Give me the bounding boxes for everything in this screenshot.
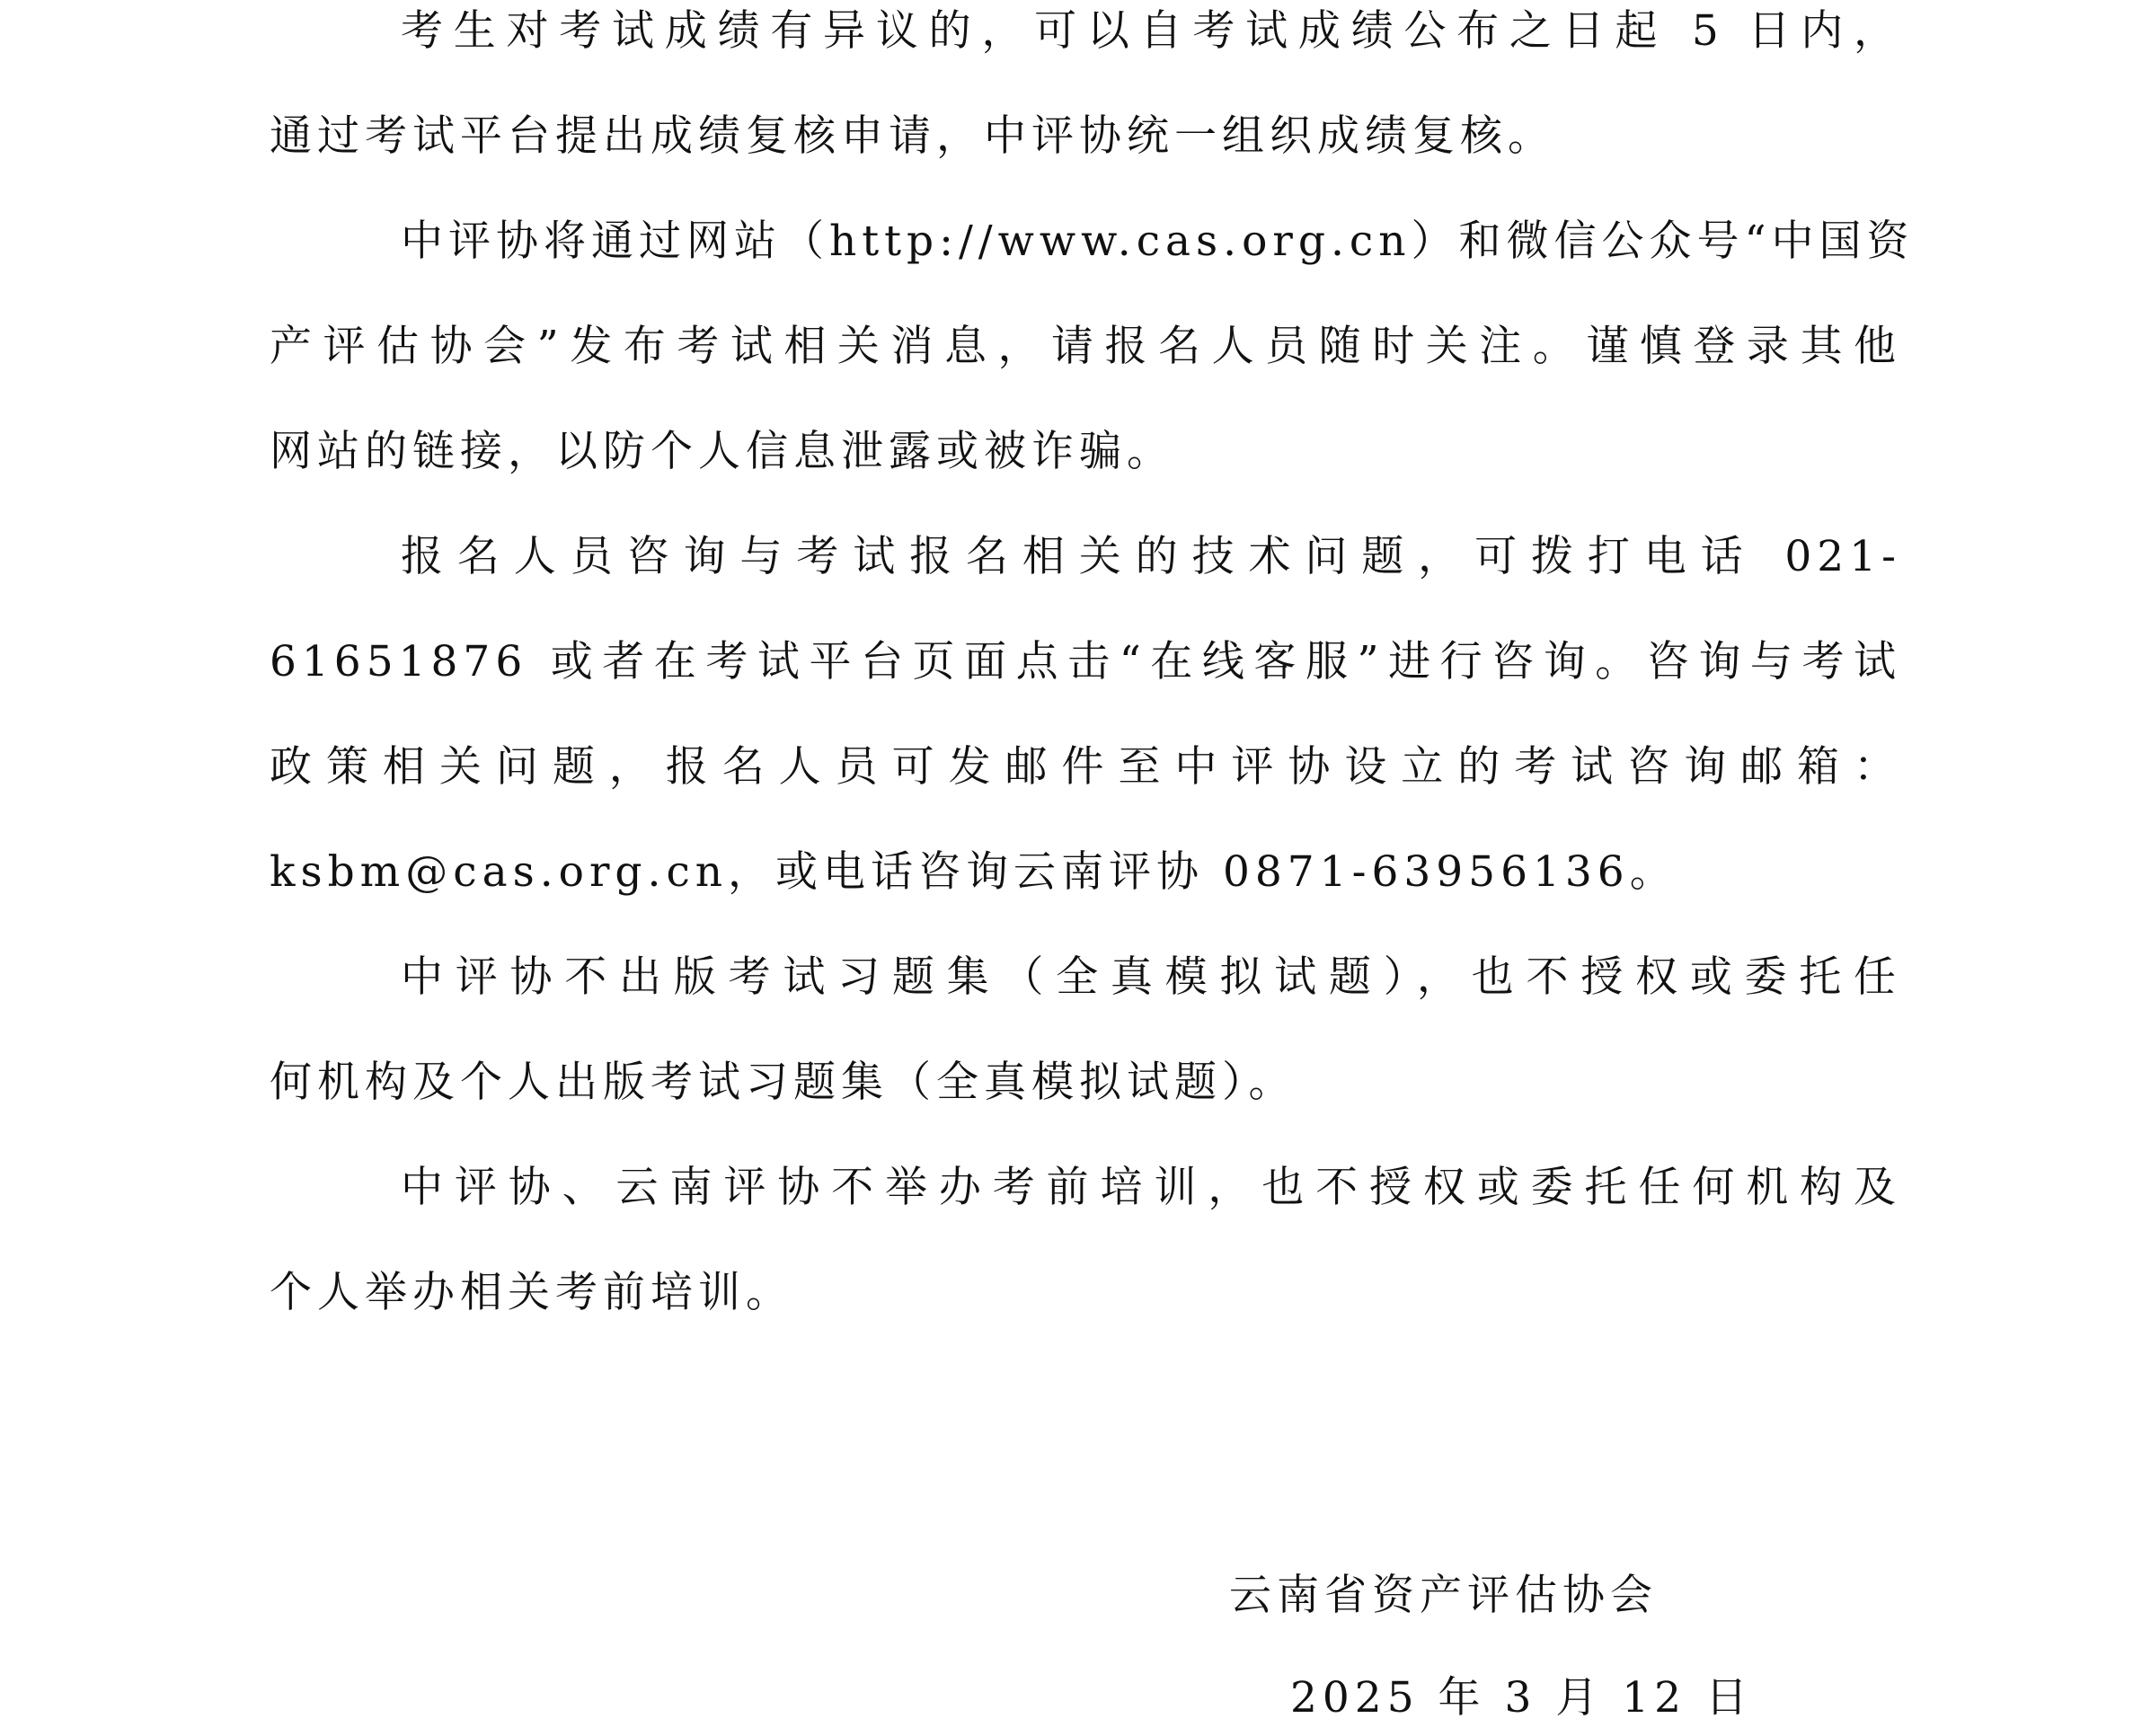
paragraph-1-line-2: 通过考试平台提出成绩复核申请，中评协统一组织成绩复核。 [270, 111, 1555, 161]
paragraph-2-line-2: 产评估协会”发布考试相关消息，请报名人员随时关注。谨慎登录其他 [270, 322, 1901, 371]
paragraph-4-line-2: 何机构及个人出版考试习题集（全真模拟试题）。 [270, 1058, 1297, 1107]
paragraph-3-line-1: 报名人员咨询与考试报名相关的技术问题，可拨打电话 021- [401, 532, 1901, 581]
signature-date: 2025 年 3 月 12 日 [1290, 1673, 1754, 1723]
paragraph-4-line-1: 中评协不出版考试习题集（全真模拟试题），也不授权或委托任 [401, 952, 1901, 1002]
paragraph-5-line-1: 中评协、云南评协不举办考前培训，也不授权或委托任何机构及 [401, 1163, 1901, 1212]
paragraph-3-line-3: 政策相关问题，报名人员可发邮件至中评协设立的考试咨询邮箱： [270, 742, 1901, 792]
paragraph-3-line-2: 61651876 或者在考试平台页面点击“在线客服”进行咨询。咨询与考试 [270, 637, 1901, 686]
paragraph-2-line-1: 中评协将通过网站（http://www.cas.org.cn）和微信公众号“中国资 [401, 217, 1915, 266]
signature-organization: 云南省资产评估协会 [1229, 1571, 1658, 1620]
paragraph-5-line-2: 个人举办相关考前培训。 [270, 1268, 793, 1317]
paragraph-3-line-4: ksbm@cas.org.cn，或电话咨询云南评协 0871-63956136。 [270, 847, 1677, 897]
paragraph-1-line-1: 考生对考试成绩有异议的，可以自考试成绩公布之日起 5 日内， [401, 6, 1901, 56]
paragraph-2-line-3: 网站的链接，以防个人信息泄露或被诈骗。 [270, 427, 1174, 476]
